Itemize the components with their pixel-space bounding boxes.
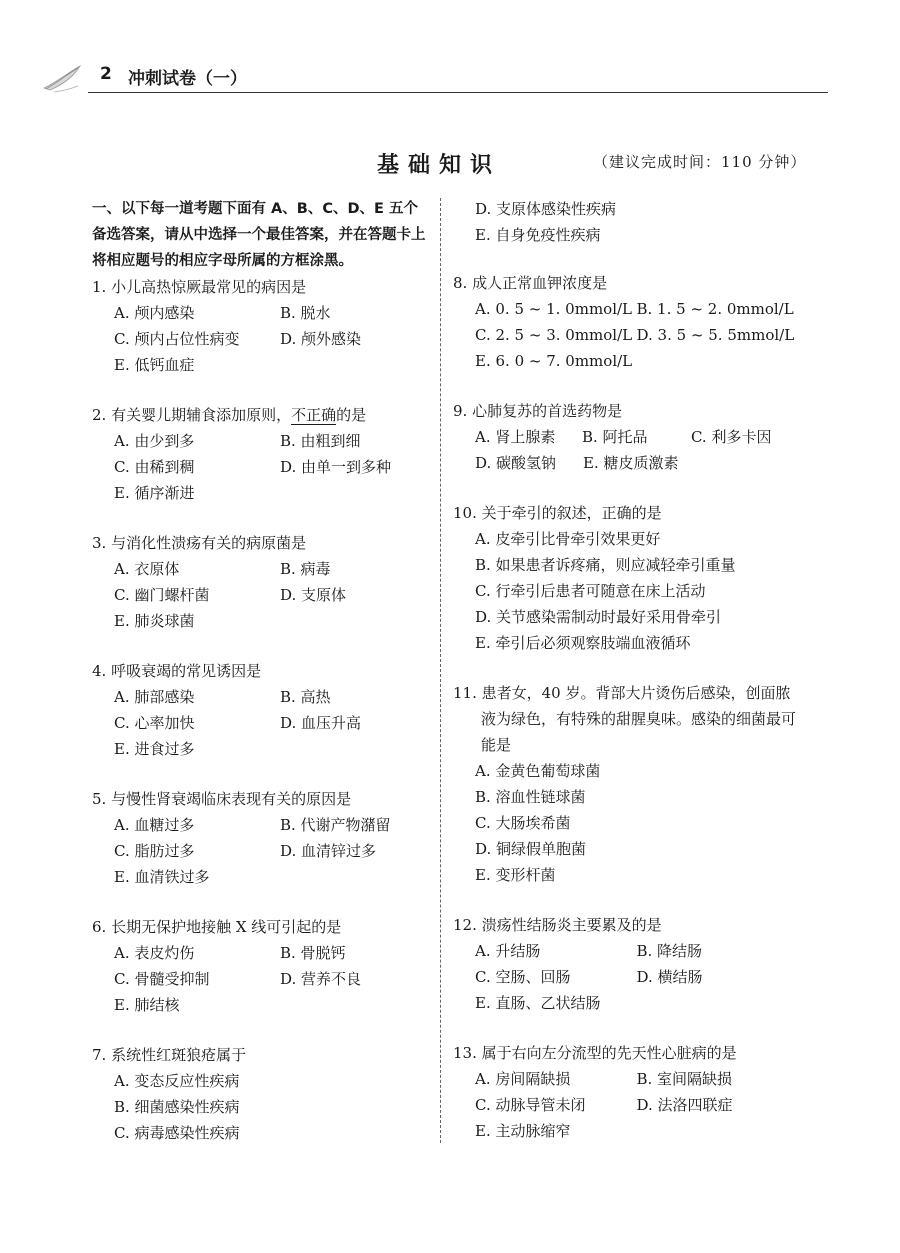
option-d: D. 支原体	[280, 586, 347, 604]
option-d: D. 横结肠	[636, 968, 703, 986]
question-stem: 7. 系统性红斑狼疮属于	[92, 1046, 247, 1064]
question-12	[453, 912, 798, 1016]
question-7-continued	[453, 196, 798, 248]
option-c: C. 骨髓受抑制	[114, 970, 210, 988]
option-a: A. 由少到多	[114, 432, 195, 450]
question-6	[92, 914, 432, 1018]
option-d: D. 血压升高	[280, 714, 362, 732]
left-column	[92, 196, 432, 1170]
option-c: C. 空肠、回肠	[475, 968, 571, 986]
right-column	[453, 196, 798, 1168]
question-stem: 11. 患者女，40 岁。背部大片烫伤后感染，创面脓液为绿色，有特殊的甜腥臭味。感染的细菌最可能是	[453, 684, 797, 754]
question-stem: 6. 长期无保护地接触 X 线可引起的是	[92, 918, 342, 936]
header-rule	[88, 92, 828, 93]
option-e: E. 6. 0 ~ 7. 0mmol/L	[475, 352, 633, 370]
question-1	[92, 274, 432, 378]
option-e: E. 糖皮质激素	[583, 454, 679, 472]
option-d: D. 法洛四联症	[636, 1096, 733, 1114]
option-e: E. 直肠、乙状结肠	[475, 994, 601, 1012]
option-b: B. 骨脱钙	[280, 944, 346, 962]
question-10	[453, 500, 798, 656]
question-11	[453, 680, 798, 888]
option-a: A. 颅内感染	[114, 304, 195, 322]
option-b: B. 病毒	[280, 560, 331, 578]
section-title: 基础知识	[377, 152, 502, 178]
column-divider	[440, 198, 441, 1143]
question-13	[453, 1040, 798, 1144]
option-e: E. 主动脉缩窄	[475, 1122, 571, 1140]
question-stem: 2. 有关婴儿期辅食添加原则，不正确的是	[92, 406, 367, 424]
option-b: B. 细菌感染性疾病	[114, 1098, 240, 1116]
option-b: B. 阿托品	[582, 428, 648, 446]
option-b: B. 降结肠	[636, 942, 703, 960]
page-header	[40, 60, 790, 100]
option-d: D. 关节感染需制动时最好采用骨牵引	[475, 608, 722, 626]
instructions: 一、以下每一道考题下面有 A、B、C、D、E 五个备选答案，请从中选择一个最佳答案，并在答题卡上将相应题号的相应字母所属的方框涂黑。	[92, 201, 426, 269]
running-title: 冲刺试卷（一）	[128, 69, 247, 89]
question-stem: 9. 心肺复苏的首选药物是	[453, 402, 623, 420]
option-c: C. 2. 5 ~ 3. 0mmol/L	[475, 326, 633, 344]
option-d: D. 由单一到多种	[280, 458, 392, 476]
option-b: B. 高热	[280, 688, 331, 706]
option-d: D. 3. 5 ~ 5. 5mmol/L	[636, 326, 795, 344]
section-title-block	[0, 148, 900, 182]
option-b: B. 1. 5 ~ 2. 0mmol/L	[636, 300, 794, 318]
option-c: C. 病毒感染性疾病	[114, 1124, 240, 1142]
option-a: A. 升结肠	[475, 942, 541, 960]
option-c: C. 行牵引后患者可随意在床上活动	[475, 582, 706, 600]
question-9	[453, 398, 798, 476]
option-e: E. 肺结核	[114, 996, 180, 1014]
option-a: A. 血糖过多	[114, 816, 195, 834]
option-e: E. 循序渐进	[114, 484, 195, 502]
feather-logo-icon	[40, 62, 90, 94]
option-b: B. 脱水	[280, 304, 331, 322]
question-5	[92, 786, 432, 890]
option-a: A. 金黄色葡萄球菌	[475, 762, 601, 780]
option-e: E. 低钙血症	[114, 356, 195, 374]
option-e: E. 进食过多	[114, 740, 195, 758]
question-stem: 10. 关于牵引的叙述，正确的是	[453, 504, 662, 522]
option-c: C. 动脉导管未闭	[475, 1096, 586, 1114]
question-8	[453, 270, 798, 374]
option-e: E. 血清铁过多	[114, 868, 210, 886]
option-c: C. 颅内占位性病变	[114, 330, 240, 348]
question-4	[92, 658, 432, 762]
question-2	[92, 402, 432, 506]
option-d: D. 颅外感染	[280, 330, 362, 348]
question-stem: 3. 与消化性溃疡有关的病原菌是	[92, 534, 307, 552]
option-e: E. 自身免疫性疾病	[475, 226, 601, 244]
question-stem: 4. 呼吸衰竭的常见诱因是	[92, 662, 262, 680]
option-e: E. 肺炎球菌	[114, 612, 195, 630]
question-stem: 1. 小儿高热惊厥最常见的病因是	[92, 278, 307, 296]
option-b: B. 室间隔缺损	[636, 1070, 733, 1088]
option-c: C. 大肠埃希菌	[475, 814, 571, 832]
option-c: C. 利多卡因	[690, 428, 772, 446]
option-a: A. 0. 5 ~ 1. 0mmol/L	[475, 300, 633, 318]
option-d: D. 血清锌过多	[280, 842, 377, 860]
option-a: A. 表皮灼伤	[114, 944, 195, 962]
page-number: 2	[100, 64, 112, 84]
option-d: D. 碳酸氢钠	[475, 454, 557, 472]
option-a: A. 衣原体	[114, 560, 180, 578]
option-e: E. 牵引后必须观察肢端血液循环	[475, 634, 691, 652]
option-e: E. 变形杆菌	[475, 866, 556, 884]
question-stem: 13. 属于右向左分流型的先天性心脏病的是	[453, 1044, 737, 1062]
option-b: B. 由粗到细	[280, 432, 361, 450]
time-note: （建议完成时间：110 分钟）	[593, 153, 807, 171]
option-a: A. 肺部感染	[114, 688, 195, 706]
option-c: C. 脂肪过多	[114, 842, 195, 860]
option-b: B. 如果患者诉疼痛，则应减轻牵引重量	[475, 556, 736, 574]
option-a: A. 变态反应性疾病	[114, 1072, 240, 1090]
option-c: C. 心率加快	[114, 714, 195, 732]
option-d: D. 铜绿假单胞菌	[475, 840, 587, 858]
option-b: B. 溶血性链球菌	[475, 788, 586, 806]
question-stem: 5. 与慢性肾衰竭临床表现有关的原因是	[92, 790, 352, 808]
option-a: A. 肾上腺素	[475, 428, 556, 446]
option-d: D. 营养不良	[280, 970, 362, 988]
question-7	[92, 1042, 432, 1146]
option-d: D. 支原体感染性疾病	[475, 200, 617, 218]
question-stem: 8. 成人正常血钾浓度是	[453, 274, 608, 292]
option-c: C. 由稀到稠	[114, 458, 195, 476]
option-c: C. 幽门螺杆菌	[114, 586, 210, 604]
question-stem: 12. 溃疡性结肠炎主要累及的是	[453, 916, 662, 934]
option-a: A. 皮牵引比骨牵引效果更好	[475, 530, 661, 548]
question-3	[92, 530, 432, 634]
option-b: B. 代谢产物潴留	[280, 816, 391, 834]
underlined-emphasis: 不正确	[291, 406, 337, 424]
option-a: A. 房间隔缺损	[475, 1070, 571, 1088]
